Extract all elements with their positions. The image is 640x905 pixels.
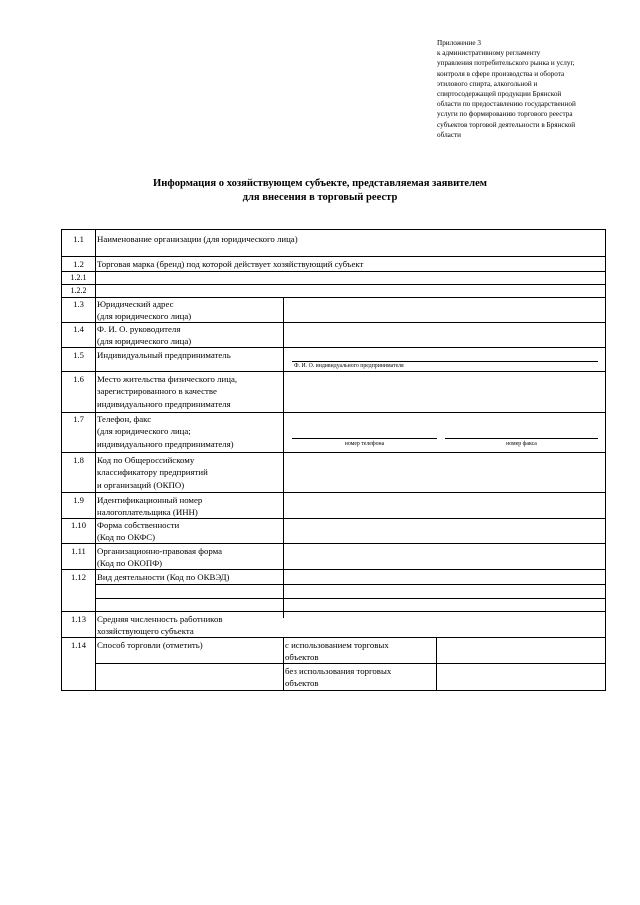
label-line: хозяйствующего субъекта — [97, 626, 194, 637]
field-label-employee-count — [97, 613, 223, 638]
row-number: 1.14 — [70, 640, 87, 650]
field-label-legal-address — [97, 298, 191, 323]
appendix-line: контроля в сфере производства и оборота — [437, 69, 565, 78]
appendix-line: услуги по формированию торгового реестра — [437, 110, 573, 119]
with-trade-objects-checkbox[interactable] — [437, 638, 605, 663]
row-number: 1.7 — [73, 414, 84, 424]
without-trade-objects-checkbox[interactable] — [437, 664, 605, 690]
okopf-field[interactable] — [284, 544, 605, 569]
fax-number-caption: номер факса — [506, 441, 537, 447]
appendix-line: субъектов торговой деятельности в Брянской — [437, 120, 576, 129]
appendix-line: спиртосодержащей продукции Брянской — [437, 90, 562, 99]
label-line: с использованием торговых — [285, 640, 389, 650]
row-number: 1.13 — [70, 614, 87, 624]
appendix-line: области — [437, 130, 462, 139]
option-without-trade-objects — [285, 665, 391, 690]
entrepreneur-name-line[interactable] — [292, 361, 598, 362]
row-number: 1.12 — [70, 572, 87, 582]
field-label-okved: Вид деятельности (Код по ОКВЭД) — [97, 572, 230, 582]
row-number: 1.3 — [73, 299, 84, 309]
okpo-field[interactable] — [284, 453, 605, 492]
label-line: без использования торговых — [285, 666, 392, 676]
row-number: 1.6 — [73, 374, 84, 384]
field-label-residence — [97, 373, 237, 410]
label-line: индивидуального предпринимателя — [97, 398, 231, 409]
label-line: Место жительства физического лица, — [97, 374, 238, 384]
label-column-divider-lower — [283, 638, 284, 691]
row-number: 1.8 — [73, 455, 84, 465]
row-number: 1.2 — [73, 259, 84, 269]
employee-count-field[interactable] — [284, 612, 605, 637]
option-with-trade-objects — [285, 639, 389, 664]
label-line: объектов — [285, 678, 319, 689]
inn-field[interactable] — [284, 493, 605, 518]
label-line: (Код по ОКОПФ) — [97, 558, 163, 569]
registry-form-table — [61, 229, 606, 691]
okved-field[interactable] — [284, 570, 605, 611]
label-line: классификатору предприятий — [97, 467, 208, 478]
label-line: (для юридического лица) — [97, 311, 192, 322]
label-line: (Код по ОКФС) — [97, 532, 156, 543]
field-label-director-name — [97, 323, 191, 348]
label-line: Средняя численность работников — [97, 614, 223, 624]
field-label-organization-name: Наименование организации (для юридического лица) — [97, 234, 298, 244]
label-line: (для юридического лица) — [97, 336, 192, 347]
residence-field[interactable] — [284, 372, 605, 412]
field-label-inn — [97, 494, 202, 519]
appendix-line: к административному регламенту — [437, 49, 541, 58]
phone-number-line[interactable] — [292, 438, 437, 439]
row-number: 1.4 — [73, 324, 84, 334]
row-divider — [62, 256, 605, 257]
field-label-okpo — [97, 454, 208, 491]
appendix-line: управления потребительского рынка и услуг, — [437, 59, 575, 68]
label-line: Юридический адрес — [97, 299, 174, 309]
label-line: Ф. И. О. руководителя — [97, 324, 181, 334]
appendix-line: этилового спирта, алкогольной и — [437, 79, 538, 88]
label-line: и организаций (ОКПО) — [97, 479, 185, 490]
row-number: 1.2.1 — [70, 273, 87, 282]
field-label-okfs — [97, 519, 179, 544]
row-number: 1.5 — [73, 350, 84, 360]
okfs-field[interactable] — [284, 519, 605, 543]
label-line: индивидуального предпринимателя) — [97, 438, 234, 449]
label-line: налогоплательщика (ИНН) — [97, 507, 198, 518]
label-line: Организационно-правовая форма — [97, 546, 223, 556]
label-line: Форма собственности — [97, 520, 180, 530]
label-line: объектов — [285, 652, 319, 663]
form-title-line-1: Информация о хозяйствующем субъекте, представляемая заявителем — [153, 178, 487, 189]
fax-number-line[interactable] — [445, 438, 598, 439]
appendix-line: Приложение 3 — [437, 39, 481, 47]
appendix-line: области по предоставлению государственной — [437, 100, 576, 109]
row-number: 1.11 — [71, 546, 86, 556]
appendix-header — [437, 38, 627, 140]
number-column-divider — [95, 230, 96, 691]
row-divider — [62, 284, 605, 285]
field-label-entrepreneur: Индивидуальный предприниматель — [97, 350, 231, 360]
row-number: 1.1 — [73, 234, 84, 244]
legal-address-field[interactable] — [284, 298, 605, 322]
director-name-field[interactable] — [284, 323, 605, 347]
field-label-phone-fax — [97, 413, 234, 450]
row-number: 1.9 — [73, 495, 84, 505]
row-number: 1.2.2 — [70, 286, 87, 295]
label-line: зарегистрированного в качестве — [97, 386, 217, 397]
label-line: Идентификационный номер — [97, 495, 203, 505]
field-label-trade-method: Способ торговли (отметить) — [97, 640, 203, 650]
label-line: Код по Общероссийскому — [97, 455, 195, 465]
form-title-line-2: для внесения в торговый реестр — [242, 192, 398, 203]
field-label-brand: Торговая марка (бренд) под которой действует хозяйствующий субъект — [97, 259, 364, 269]
row-divider — [62, 271, 605, 272]
label-line: (для юридического лица; — [97, 426, 191, 437]
row-number: 1.10 — [70, 520, 87, 530]
entrepreneur-name-caption: Ф. И. О. индивидуального предпринимателя — [294, 363, 404, 369]
label-line: Телефон, факс — [97, 414, 152, 424]
field-label-okopf — [97, 545, 222, 570]
phone-number-caption: номер телефона — [344, 441, 385, 447]
